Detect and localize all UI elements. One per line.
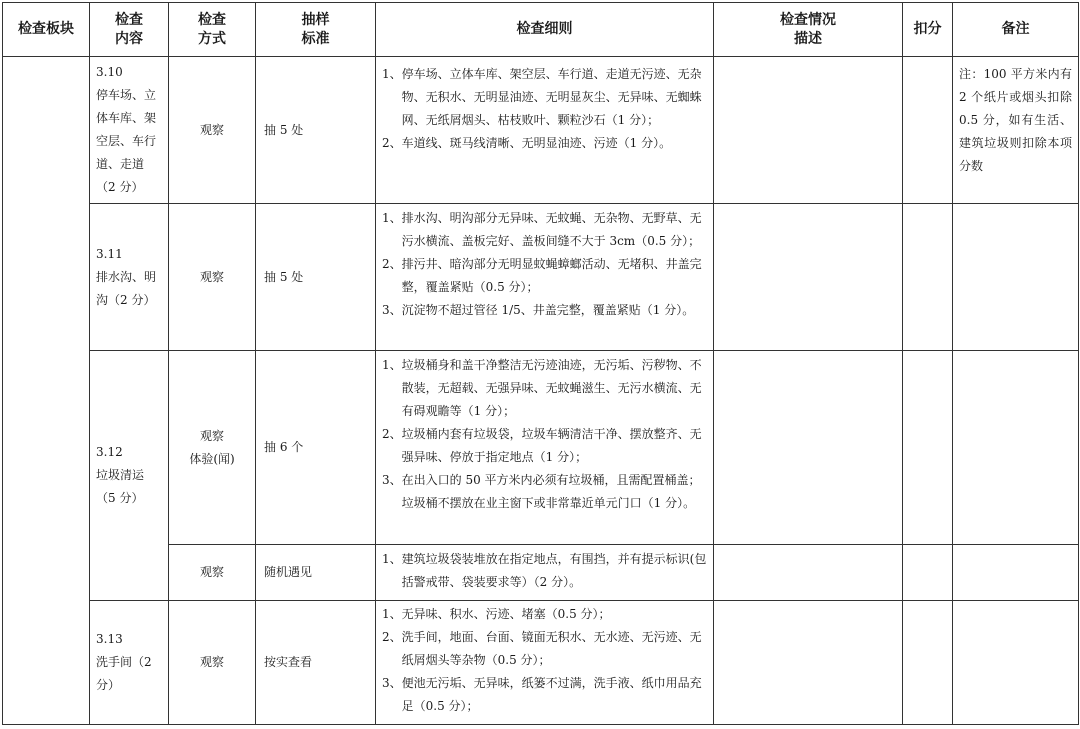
- detail-item: 3、 在出入口的 50 平方米内必须有垃圾桶，且需配置桶盖；垃圾桶不摆放在业主窗下或非常靠近单元门口（1 分）。: [382, 473, 701, 510]
- deduct-cell: [903, 351, 953, 545]
- detail-item: 3、 沉淀物不超过管径 1/5、井盖完整，覆盖紧贴（1 分）。: [382, 303, 695, 317]
- table-row: [3, 351, 1079, 545]
- deduct-cell: [903, 204, 953, 351]
- detail-cell: [376, 204, 714, 351]
- status-cell: [714, 545, 903, 601]
- deduct-cell: [903, 57, 953, 204]
- method-cell: 观察: [169, 204, 256, 351]
- status-cell: [714, 601, 903, 725]
- remark-cell: [953, 351, 1079, 545]
- content-cell: 3.13 洗手间（2 分）: [90, 601, 169, 725]
- detail-item: 1、 停车场、立体车库、架空层、车行道、走道无污迹、无杂物、无积水、无明显油迹、无明显灰尘、无异味、无蜘蛛网、无纸屑烟头、枯枝败叶、颗粒沙石（1 分）；: [382, 67, 702, 127]
- status-cell: [714, 204, 903, 351]
- header-status: 检查情况描述: [714, 3, 903, 57]
- detail-cell: [376, 57, 714, 204]
- status-cell: [714, 57, 903, 204]
- remark-cell: 注：100 平方米内有 2 个纸片或烟头扣除 0.5 分，如有生活、建筑垃圾则扣除本项分数: [953, 57, 1079, 204]
- detail-item: 1、 垃圾桶身和盖干净整洁无污迹油迹，无污垢、污秽物、不散装，无超载、无强异味、无蚊蝇滋生、无污水横流、无有碍观瞻等（1 分）；: [382, 358, 702, 418]
- header-remark: 备注: [953, 3, 1079, 57]
- sample-cell: 抽 5 处: [256, 57, 376, 204]
- method-cell: 观察: [169, 57, 256, 204]
- table-row: [3, 57, 1079, 204]
- detail-item: 2、 垃圾桶内套有垃圾袋，垃圾车辆清洁干净、摆放整齐、无强异味、停放于指定地点（1 分）；: [382, 427, 702, 464]
- content-cell: 3.12 垃圾清运 （5 分）: [90, 351, 169, 601]
- detail-item: 1、 建筑垃圾袋装堆放在指定地点，有围挡，并有提示标识(包括警戒带、袋装要求等）（2 分）。: [382, 552, 707, 589]
- header-block: 检查板块: [3, 3, 90, 57]
- header-row: [3, 3, 1079, 57]
- header-content: 检查内容: [90, 3, 169, 57]
- method-cell: 观察: [169, 545, 256, 601]
- header-detail: 检查细则: [376, 3, 714, 57]
- detail-item: 1、 无异味、积水、污迹、堵塞（0.5 分）；: [382, 607, 611, 621]
- detail-cell: [376, 601, 714, 725]
- sample-cell: 抽 5 处: [256, 204, 376, 351]
- detail-cell: [376, 351, 714, 545]
- remark-cell: [953, 545, 1079, 601]
- deduct-cell: [903, 601, 953, 725]
- detail-item: 1、 排水沟、明沟部分无异味、无蚊蝇、无杂物、无野草、无污水横流、盖板完好、盖板间缝不大于 3cm（0.5 分）；: [382, 211, 702, 248]
- block-cell: [3, 57, 90, 725]
- detail-item: 2、 洗手间，地面、台面、镜面无积水、无水迹、无污迹、无纸屑烟头等杂物（0.5 分）；: [382, 630, 702, 667]
- table-row: [3, 204, 1079, 351]
- header-deduct: 扣分: [903, 3, 953, 57]
- detail-cell: [376, 545, 714, 601]
- sample-cell: 抽 6 个: [256, 351, 376, 545]
- header-method: 检查方式: [169, 3, 256, 57]
- detail-item: 3、 便池无污垢、无异味，纸篓不过满，洗手液、纸巾用品充足（0.5 分）；: [382, 676, 702, 713]
- content-cell: 3.11 排水沟、明 沟（2 分）: [90, 204, 169, 351]
- remark-cell: [953, 204, 1079, 351]
- inspection-table: [2, 2, 1079, 725]
- method-cell: 观察: [169, 601, 256, 725]
- remark-cell: [953, 601, 1079, 725]
- sample-cell: 按实查看: [256, 601, 376, 725]
- detail-item: 2、 车道线、斑马线清晰、无明显油迹、污迹（1 分）。: [382, 136, 672, 150]
- table-row: [3, 601, 1079, 725]
- detail-item: 2、 排污井、暗沟部分无明显蚊蝇蟑螂活动、无堵积、井盖完整，覆盖紧贴（0.5 分）；: [382, 257, 702, 294]
- status-cell: [714, 351, 903, 545]
- header-sample: 抽样标准: [256, 3, 376, 57]
- sample-cell: 随机遇见: [256, 545, 376, 601]
- deduct-cell: [903, 545, 953, 601]
- method-cell: 观察 体验(闻): [169, 351, 256, 545]
- content-cell: 3.10 停车场、立 体车库、架 空层、车行 道、走道 （2 分）: [90, 57, 169, 204]
